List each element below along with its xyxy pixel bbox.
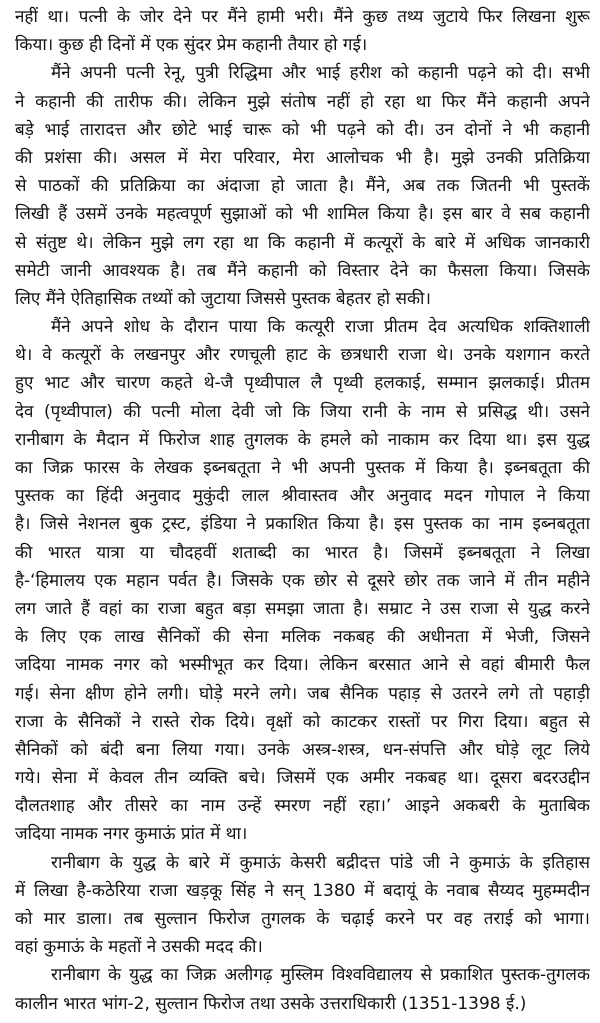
paragraph (15, 313, 590, 849)
text-line: मैंने अपने शोध के दौरान पाया कि कत्यूरी राजा प्रीतम देव अत्यधिक शक्तिशाली (51, 317, 590, 338)
text-line: से पाठकों की प्रतिक्रिया का अंदाजा हो जाता है। मैंने, अब तक जितनी भी पुस्तकें (15, 176, 590, 197)
text-line: की भारत यात्रा या चौदहवीं शताब्दी का भारत है। जिसमें इब्नबतूता ने लिखा (15, 542, 590, 563)
text-line: राजा के सैनिकों ने रास्ते रोक दिये। वृक्षों को काटकर रास्तों पर गिरा दिया। बहुत से (15, 711, 590, 732)
text-line: गई। सेना क्षीण होने लगी। घोड़े मरने लगे। जब सैनिक पहाड़ से उतरने लगे तो पहाड़ी (15, 683, 590, 704)
text-line: थे। वे कत्यूरों के लखनपुर और रणचूली हाट के छत्रधारी राजा थे। उनके यशगान करते (15, 345, 590, 366)
text-line: की प्रशंसा की। असल में मेरा परिवार, मेरा आलोचक भी है। मुझे उनकी प्रतिक्रिया (15, 147, 590, 168)
text-line: से संतुष्ट थे। लेकिन मुझे लग रहा था कि कहानी में कत्यूरों के बारे में अधिक जानकारी (15, 232, 590, 253)
paragraph (15, 3, 590, 59)
paragraph (15, 849, 590, 962)
text-line: बड़े भाई तारादत्त और छोटे भाई चारू को भी पढ़ने को दी। उन दोनों ने भी कहानी (15, 119, 590, 140)
text-line: है-‘हिमालय एक महान पर्वत है। जिसके एक छोर से दूसरे छोर तक जाने में तीन महीने (15, 570, 590, 591)
text-line: रानीबाग के युद्ध का जिक्र अलीगढ़ मुस्लिम विश्वविद्यालय से प्रकाशित पुस्तक-तुगलक (51, 965, 590, 986)
text-line: नहीं था। पत्नी के जोर देने पर मैंने हामी भरी। मैंने कुछ तथ्य जुटाये फिर लिखना शुरू (15, 7, 590, 27)
text-line: दौलतशाह और तीसरे का नाम उन्हें स्मरण नहीं रहा।’ आइने अकबरी के मुताबिक (15, 796, 590, 817)
text-line: को मार डाला। तब सुल्तान फिरोज तुगलक के चढ़ाई करने पर वह तराई को भागा। (15, 909, 590, 929)
text-line: ने कहानी की तारीफ की। लेकिन मुझे संतोष नहीं हो रहा था फिर मैंने कहानी अपने (15, 91, 590, 112)
text-line: जदिया नामक नगर को भस्मीभूत कर दिया। लेकिन बरसात आने से वहां बीमारी फैल (15, 655, 590, 676)
text-line: लिखी हैं उसमें उनके महत्वपूर्ण सुझाओं को भी शामिल किया है। इस बार वे सब कहानी (15, 204, 590, 225)
text-line: गये। सेना में केवल तीन व्यक्ति बचे। जिसमें एक अमीर नकबह था। दूसरा बदरउद्दीन (15, 768, 590, 789)
text-line: लग जाते हैं वहां का राजा बहुत बड़ा समझा जाता है। सम्राट ने उस राजा से युद्ध करने (15, 598, 590, 619)
text-line: लिए मैंने ऐतिहासिक तथ्यों को जुटाया जिससे पुस्तक बेहतर हो सकी। (15, 288, 431, 309)
text-line: है। जिसे नेशनल बुक ट्रस्ट, इंडिया ने प्रकाशित किया है। इस पुस्तक का नाम इब्नबतूता (15, 514, 590, 535)
text-line: हुए भाट और चारण कहते थे-जै पृथ्वीपाल लै पृथ्वी हलकाई, सम्मान झलकाई। प्रीतम (15, 373, 590, 394)
text-line: समेटी जानी आवश्यक है। तब मैंने कहानी को विस्तार देने का फैसला किया। जिसके (15, 260, 590, 281)
paragraph (15, 59, 590, 313)
text-line: के लिए एक लाख सैनिकों की सेना मलिक नकबह की अधीनता में भेजी, जिसने (15, 627, 590, 648)
text-line: जदिया नामक नगर कुमाऊं प्रांत में था। (15, 824, 248, 845)
text-line: रानीबाग के युद्ध के बारे में कुमाऊं केसरी बद्रीदत्त पांडे जी ने कुमाऊं के इतिहास (51, 852, 590, 873)
text-line: कालीन भारत भांग-2, सुल्तान फिरोज तथा उसके उत्तराधिकारी (1351-1398 ई.) (15, 993, 527, 1014)
text-line: देव (पृथ्वीपाल) की पत्नी मोला देवी जो कि जिया रानी के नाम से प्रसिद्ध थी। उसने (15, 401, 590, 422)
text-line: मैंने अपनी पत्नी रेनू, पुत्री रिद्धिमा और भाई हरीश को कहानी पढ़ने को दी। सभी (51, 63, 590, 84)
text-line: पुस्तक का हिंदी अनुवाद मुकुंदी लाल श्रीवास्तव और अनुवाद मदन गोपाल ने किया (15, 486, 590, 507)
text-line: का जिक्र फारस के लेखक इब्नबतूता ने भी अपनी पुस्तक में किया है। इब्नबतूता की (15, 458, 590, 478)
paragraph (15, 961, 590, 1017)
text-line: रानीबाग के मैदान में फिरोज शाह तुगलक के हमले को नाकाम कर दिया था। इस युद्ध (15, 429, 590, 450)
document-page (15, 3, 590, 1018)
text-line: सैनिकों को बंदी बना लिया गया। उनके अस्त्र-शस्त्र, धन-संपत्ति और घोड़े लूट लिये (15, 739, 590, 760)
text-line: किया। कुछ ही दिनों में एक सुंदर प्रेम कहानी तैयार हो गई। (15, 35, 368, 56)
text-line: में लिखा है-कठेरिया राजा खड़कू सिंह ने सन् 1380 में बदायूं के नवाब सैय्यद मुहम्मदीन (15, 880, 590, 901)
text-line: वहां कुमाऊं के महतों ने उसकी मदद की। (15, 937, 263, 958)
